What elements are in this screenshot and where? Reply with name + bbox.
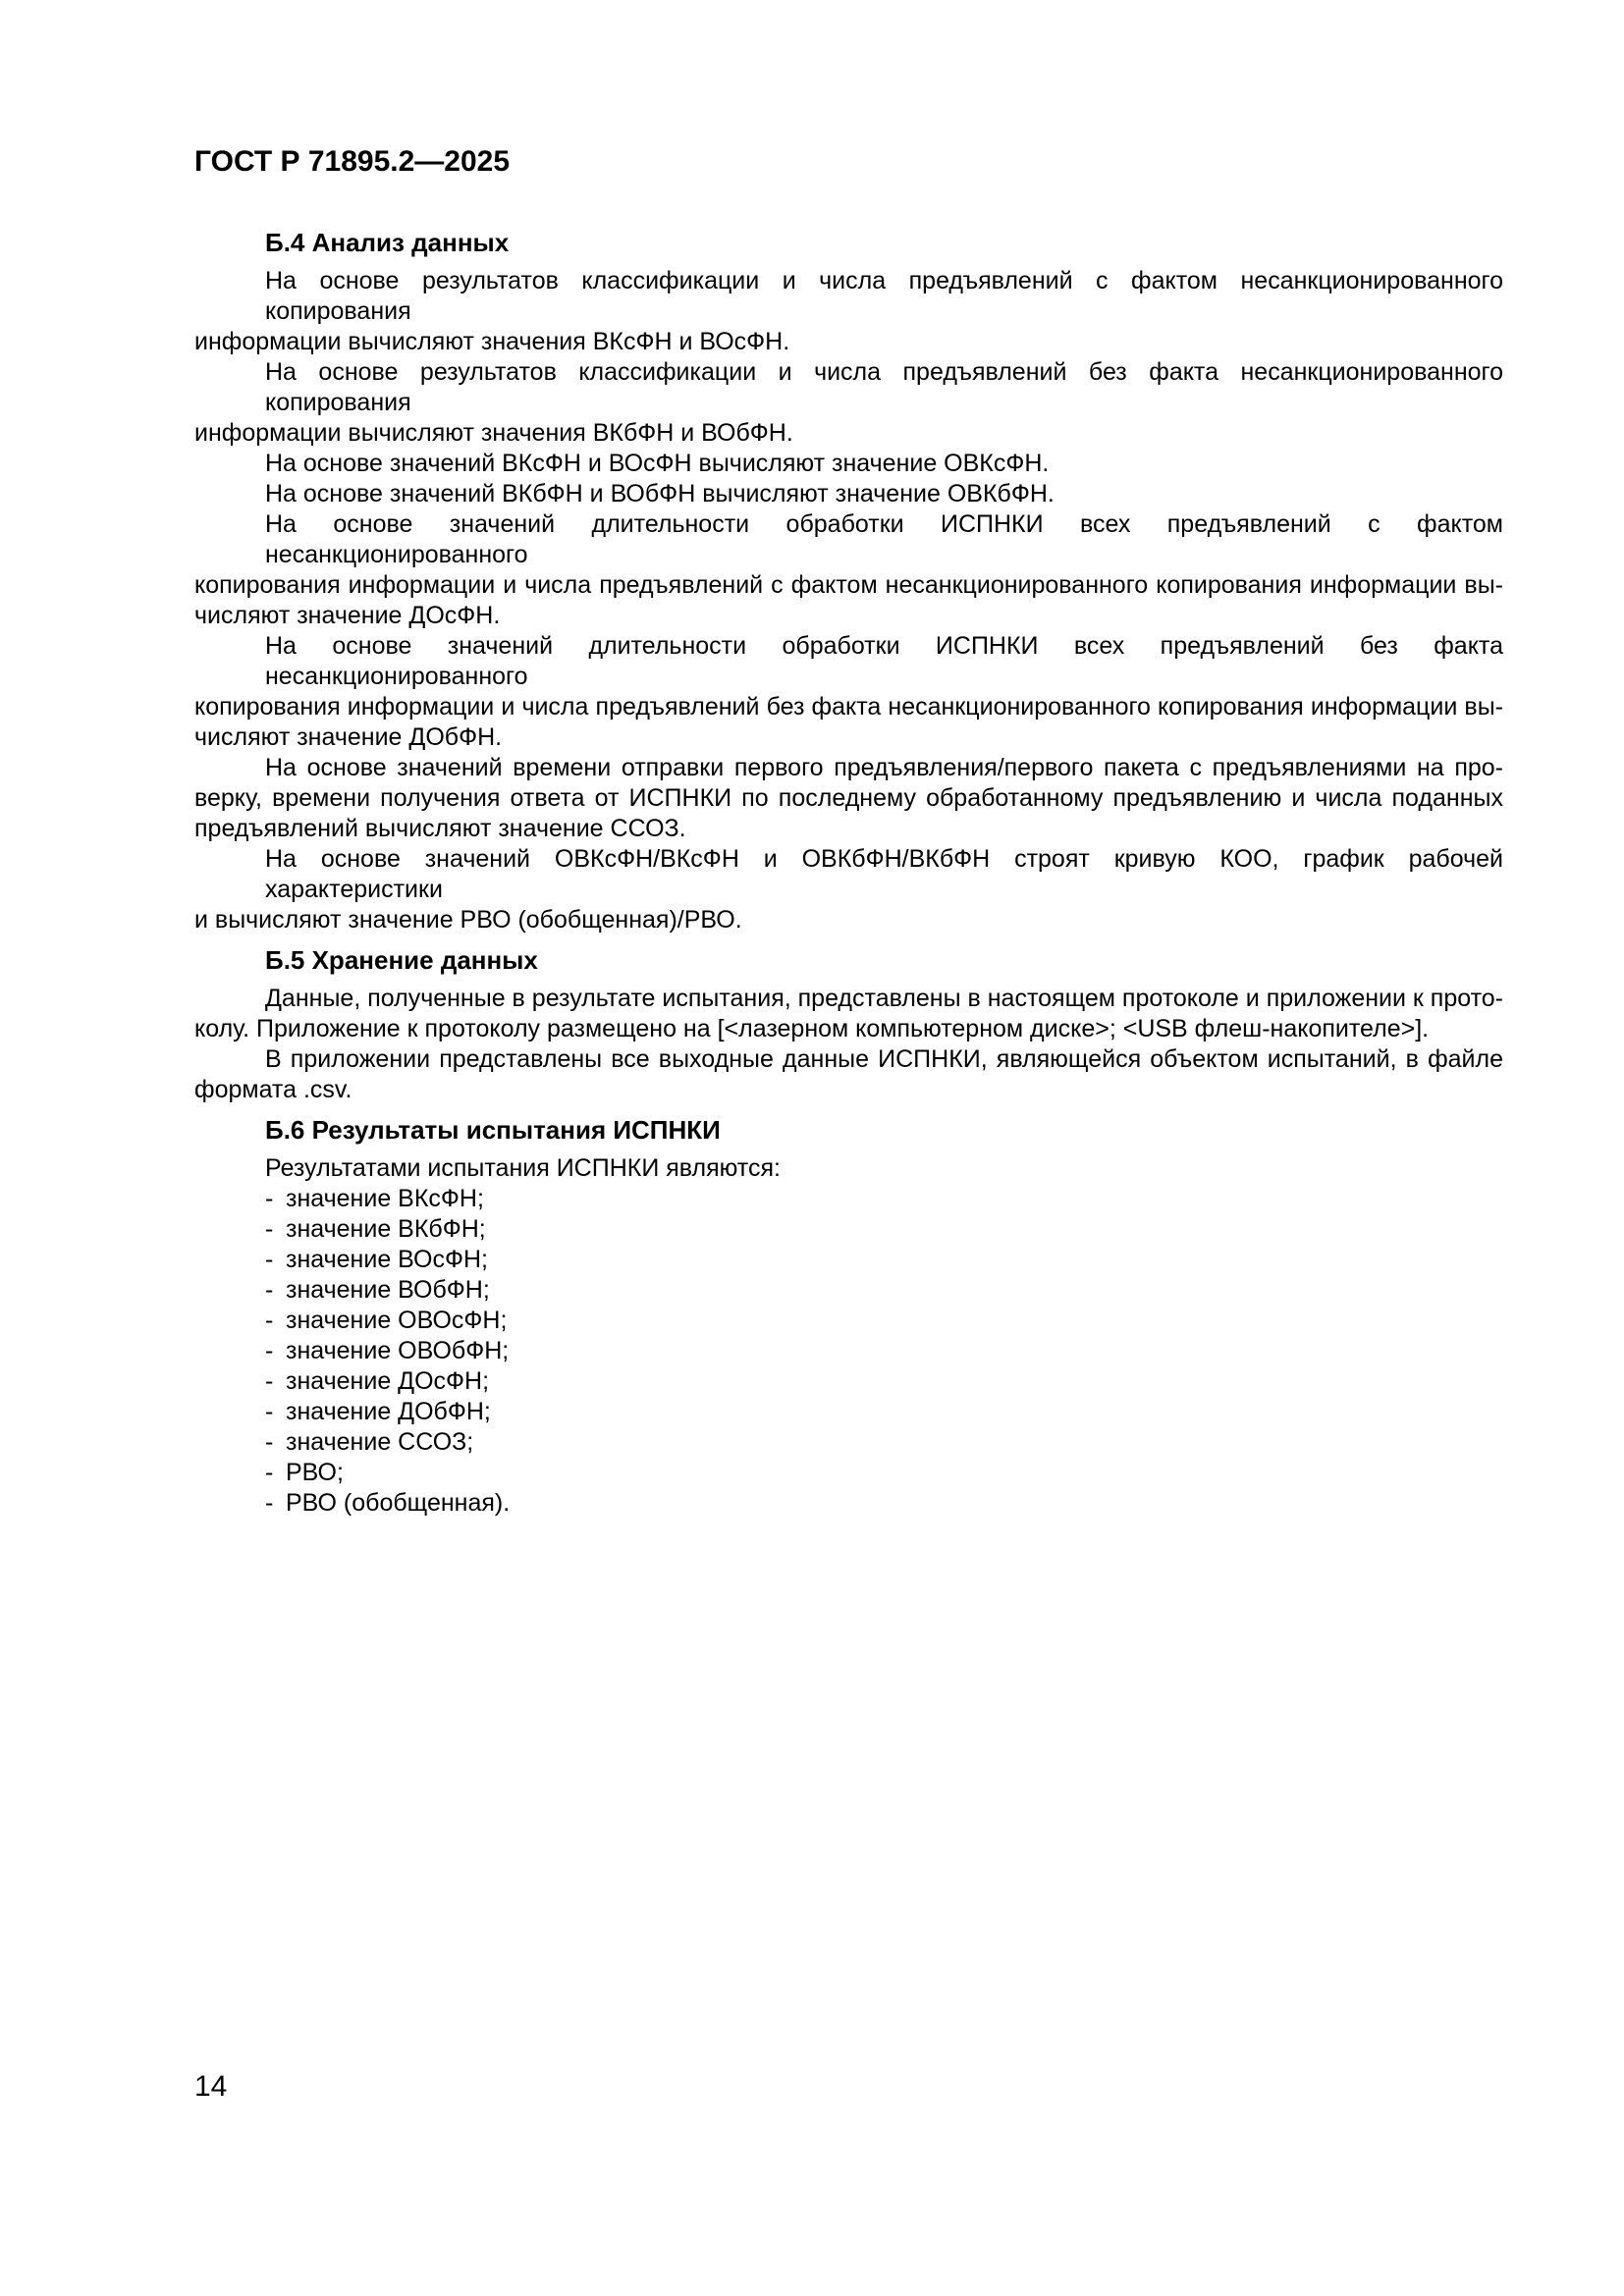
list-item-text: значение ОВОбФН;: [286, 1337, 510, 1364]
list-item: [265, 1306, 1503, 1336]
paragraph-line: числяют значение ДОбФН.: [194, 723, 503, 751]
paragraph-line: верку, времени получения ответа от ИСПНКИ по последнему обработанному предъявлению и числа поданных: [194, 784, 1503, 812]
list-item-dash: -: [265, 1398, 274, 1425]
list-item-text: значение ВКсФН;: [286, 1185, 484, 1212]
list-item-dash: -: [265, 1307, 274, 1334]
paragraph-line: колу. Приложение к протоколу размещено на [<лазерном компьютерном диске>; <USB флеш-накопителе>].: [194, 1015, 1430, 1042]
paragraph-line: На основе значений времени отправки первого предъявления/первого пакета с предъявлениями на про-: [265, 754, 1503, 781]
list-item-dash: -: [265, 1276, 274, 1304]
list-item-text: значение ВКбФН;: [286, 1215, 486, 1243]
list-item: [265, 1397, 1503, 1427]
paragraph-line: На основе значений ВКсФН и ВОсФН вычисляют значение ОВКсФН.: [265, 450, 1050, 477]
section-heading: Б.6 Результаты испытания ИСПНКИ: [265, 1115, 721, 1145]
list-item: [265, 1458, 1503, 1488]
paragraph-line: числяют значение ДОсФН.: [194, 602, 501, 629]
paragraph-line: В приложении представлены все выходные данные ИСПНКИ, являющейся объектом испытаний, в файле: [265, 1045, 1503, 1073]
list-item-text: значение ВОсФН;: [286, 1246, 488, 1273]
list-item: [265, 1214, 1503, 1245]
list-item: [265, 1366, 1503, 1397]
paragraph-line: предъявлений вычисляют значение ССОЗ.: [194, 815, 686, 842]
list-item-dash: -: [265, 1337, 274, 1364]
list-item: [265, 1336, 1503, 1366]
paragraph-line: информации вычисляют значения ВКсФН и ВОсФН.: [194, 328, 790, 355]
paragraph-line: Результатами испытания ИСПНКИ являются:: [265, 1154, 781, 1182]
page-number: 14: [194, 2070, 228, 2103]
list-item-text: значение ВОбФН;: [286, 1276, 490, 1304]
list-item: [265, 1184, 1503, 1214]
list-item: [265, 1275, 1503, 1306]
list-item-text: значение ОВОсФН;: [286, 1307, 508, 1334]
paragraph-line: На основе значений ОВКсФН/ВКсФН и ОВКбФН/ВКбФН строят кривую КОО, график рабочей характеристики: [265, 845, 1503, 903]
paragraph-line: На основе значений длительности обработки ИСПНКИ всех предъявлений без факта несанкционированного: [265, 632, 1503, 690]
paragraph-line: На основе результатов классификации и числа предъявлений с фактом несанкционированного копирования: [265, 267, 1503, 325]
list-item-dash: -: [265, 1428, 274, 1456]
paragraph-line: На основе результатов классификации и числа предъявлений без факта несанкционированного копирования: [265, 358, 1503, 416]
paragraph-line: и вычисляют значение РВО (обобщенная)/РВО.: [194, 906, 742, 934]
section-heading: Б.5 Хранение данных: [265, 945, 538, 975]
list-item-dash: -: [265, 1459, 274, 1486]
paragraph-line: На основе значений длительности обработки ИСПНКИ всех предъявлений с фактом несанкционированного: [265, 510, 1503, 568]
list-item: [265, 1488, 1503, 1519]
list-item-dash: -: [265, 1215, 274, 1243]
paragraph-line: На основе значений ВКбФН и ВОбФН вычисляют значение ОВКбФН.: [265, 480, 1055, 507]
list-item-text: значение ДОбФН;: [286, 1398, 491, 1425]
list-item-dash: -: [265, 1367, 274, 1395]
paragraph-line: копирования информации и числа предъявлений без факта несанкционированного копирования информации вы-: [194, 693, 1503, 721]
list-item-text: РВО (обобщенная).: [286, 1489, 511, 1517]
list-item-dash: -: [265, 1489, 274, 1517]
document-body: [194, 228, 1503, 1519]
paragraph-line: Данные, полученные в результате испытания, представлены в настоящем протоколе и приложении к прото-: [265, 985, 1503, 1012]
list-item-text: значение ССОЗ;: [286, 1428, 474, 1456]
document-code-header: ГОСТ Р 71895.2—2025: [194, 145, 511, 178]
list-item: [265, 1427, 1503, 1458]
paragraph-line: информации вычисляют значения ВКбФН и ВОбФН.: [194, 419, 793, 447]
section-heading: Б.4 Анализ данных: [265, 228, 510, 257]
list-item-dash: -: [265, 1185, 274, 1212]
paragraph-line: формата .csv.: [194, 1076, 352, 1103]
list-item-text: значение ДОсФН;: [286, 1367, 490, 1395]
paragraph-line: копирования информации и числа предъявлений с фактом несанкционированного копирования информации вы-: [194, 571, 1503, 599]
list-item: [265, 1245, 1503, 1275]
list-item-text: РВО;: [286, 1459, 344, 1486]
list-item-dash: -: [265, 1246, 274, 1273]
